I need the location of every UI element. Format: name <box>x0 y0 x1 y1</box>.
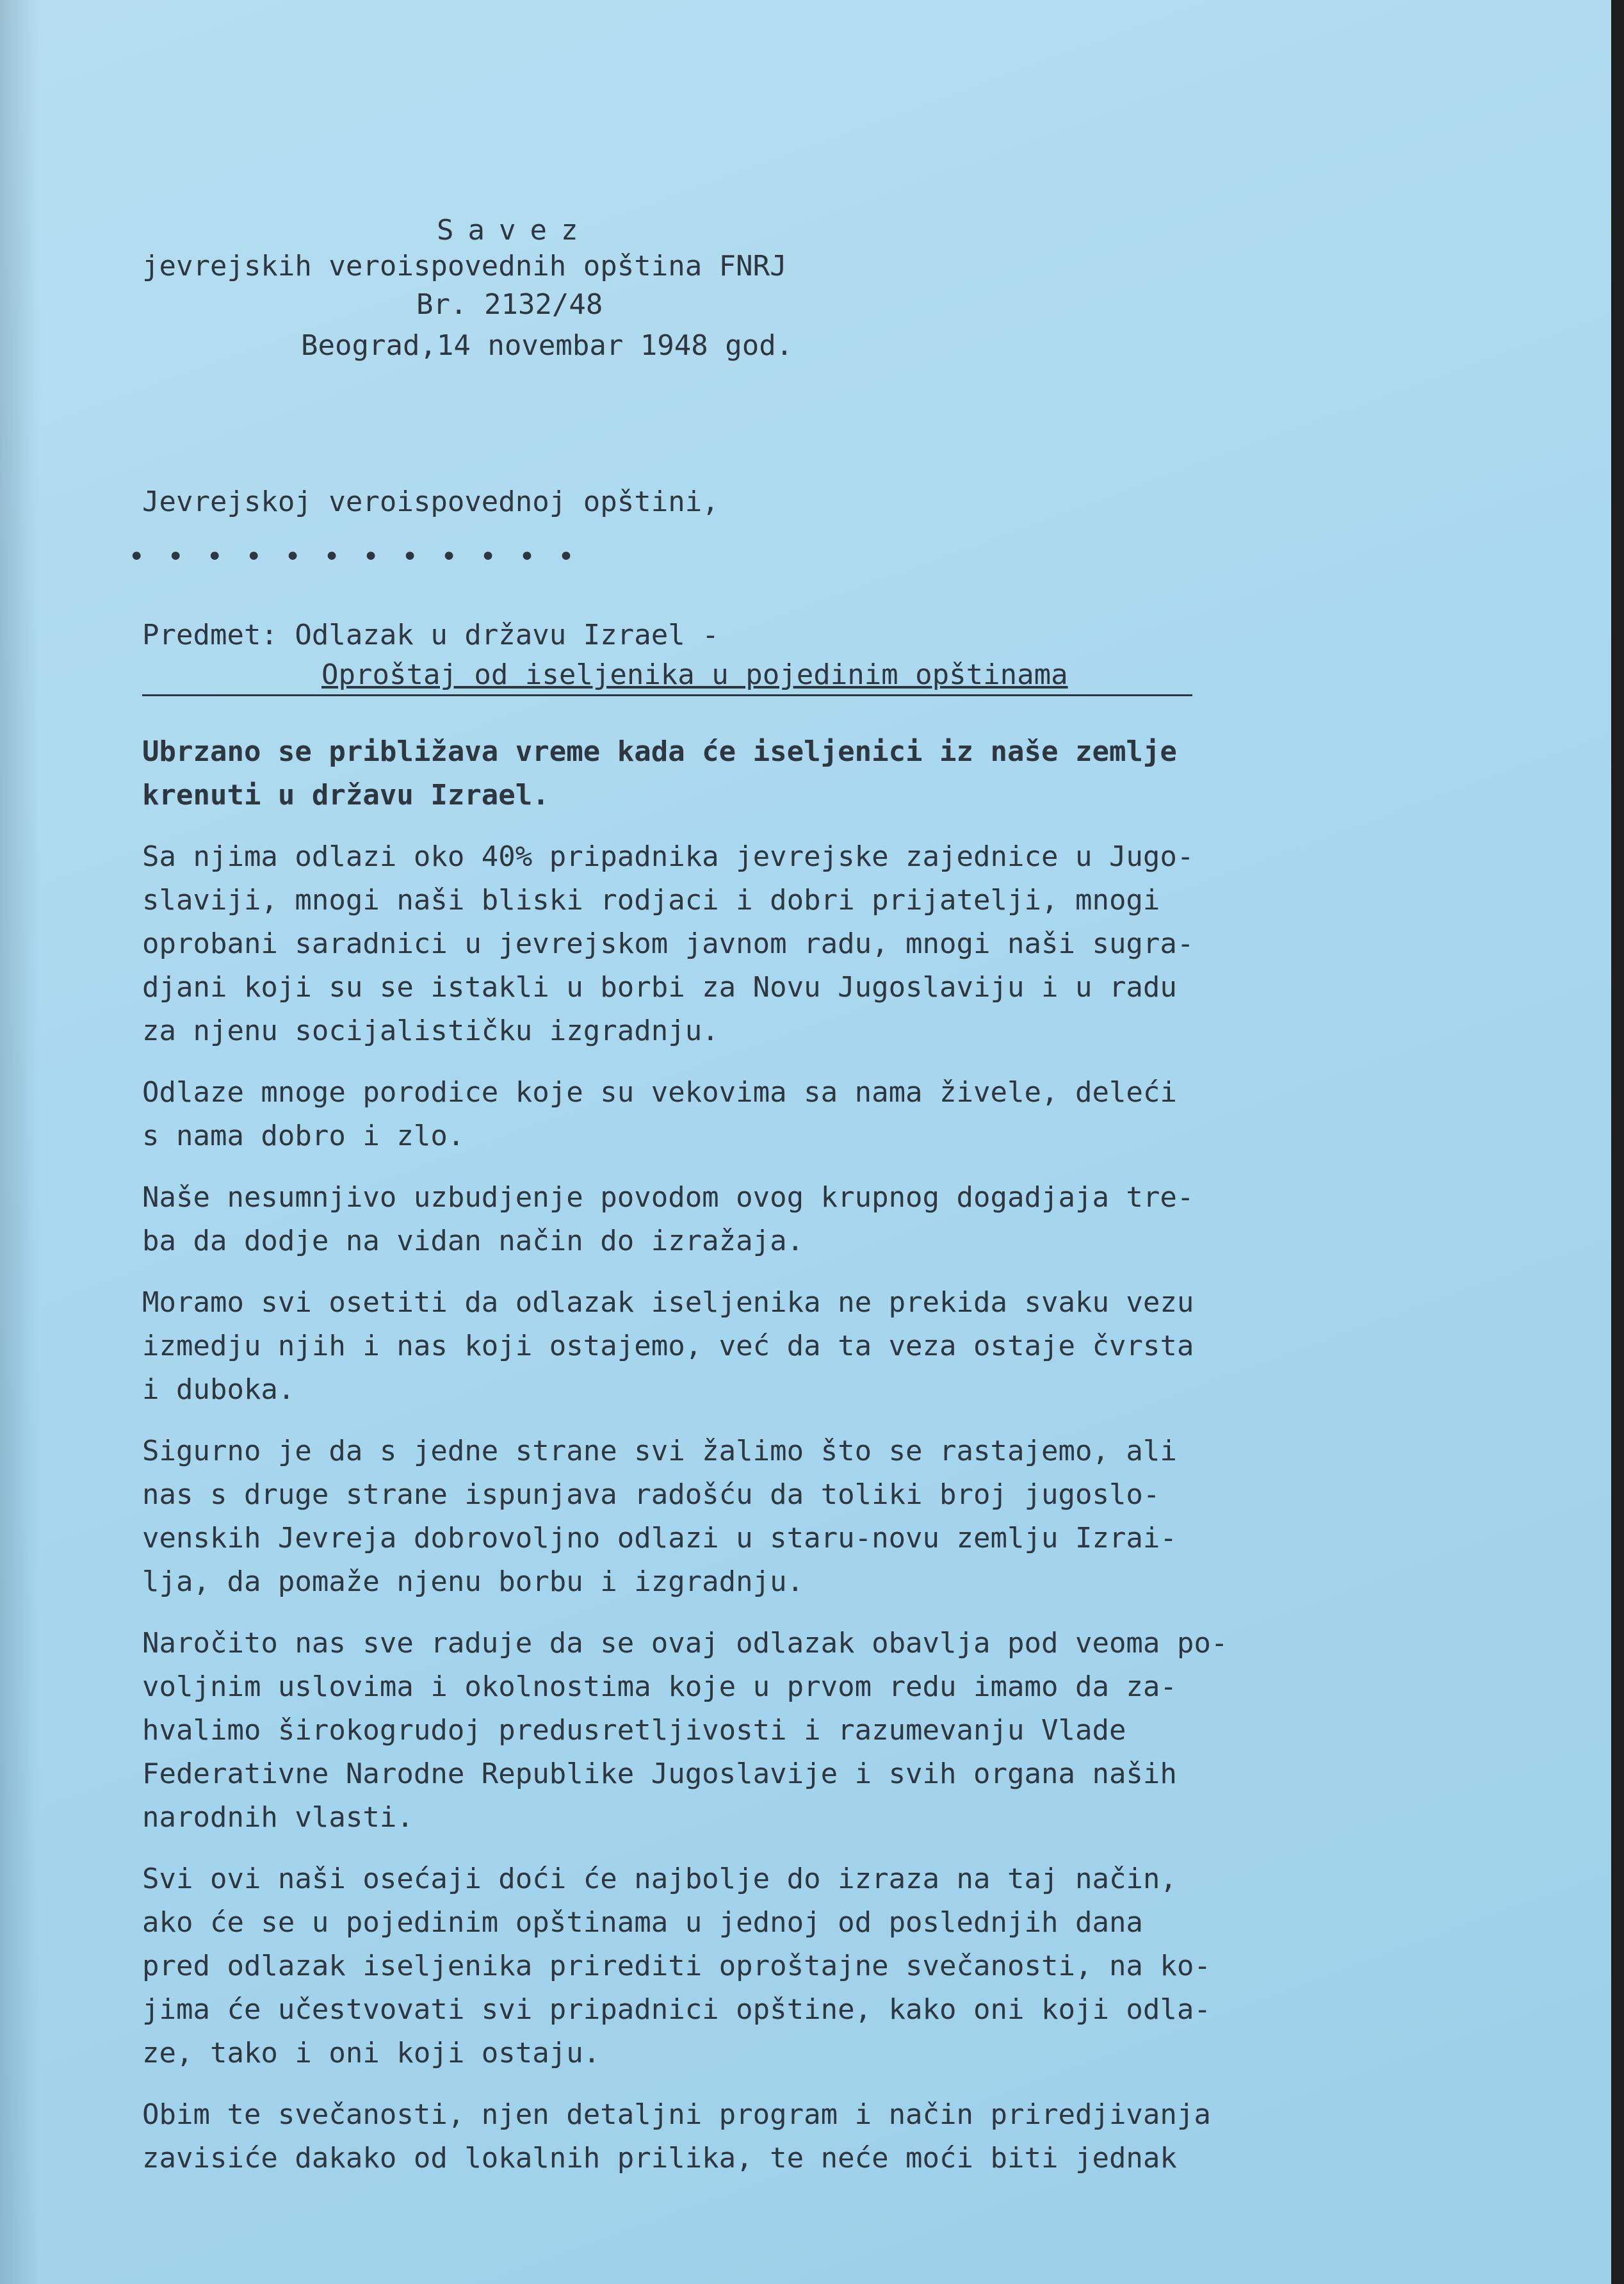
place-and-date: Beograd,14 novembar 1948 god. <box>301 329 793 362</box>
paragraph-3: Odlaze mnoge porodice koje su vekovima sa nama živele, deleći s nama dobro i zlo. <box>142 1076 1177 1152</box>
paragraph-9: Obim te svečanosti, njen detaljni program i način priredjivanja zavisiće dakako od lokalnih prilika, te neće moći biti jednak <box>142 2098 1211 2174</box>
paragraph-4: Naše nesumnjivo uzbudjenje povodom ovog krupnog dogadjaja tre- ba da dodje na vidan način do izražaja. <box>142 1181 1194 1257</box>
subject-subtitle: Oproštaj od iseljenika u pojedinim opštinama <box>321 658 1068 691</box>
paragraph-1: Ubrzano se približava vreme kada će iseljenici iz naše zemlje krenuti u državu Izrael. <box>142 735 1177 812</box>
subject-title: Odlazak u državu Izrael - <box>295 619 719 651</box>
paragraph-8: Svi ovi naši osećaji doći će najbolje do izraza na taj način, ako će se u pojedinim opštinama u jednoj od poslednjih dana pred odlazak iseljenika prirediti oproštajne svečanosti, na ko- jima će učestvovati svi pripadnici opštine, kako oni koji odla- ze, tako i oni koji ostaju. <box>142 1863 1211 2069</box>
letter-body <box>142 730 1391 2198</box>
paragraph-2: Sa njima odlazi oko 40% pripadnika jevrejske zajednice u Jugo- slaviji, mnogi naši bliski rodjaci i dobri prijatelji, mnogi oprobani saradnici u jevrejskom javnom radu, mnogi naši sugra- djani koji su se istakli u borbi za Novu Jugoslaviju i u radu za njenu socijalističku izgradnju. <box>142 840 1194 1047</box>
organization-name-line2: jevrejskih veroispovednih opština FNRJ <box>142 250 787 282</box>
addressee-placeholder-dots: • • • • • • • • • • • • <box>128 541 578 573</box>
subject-line-2 <box>142 658 1192 696</box>
reference-number: Br. 2132/48 <box>416 288 603 321</box>
subject-line <box>142 619 719 652</box>
subject-label: Predmet: <box>142 619 278 651</box>
paragraph-7: Naročito nas sve raduje da se ovaj odlazak obavlja pod veoma po- voljnim uslovima i okolnostima koje u prvom redu imamo da za- hvalimo širokogrudoj predusretljivosti i razumevanju Vlade Federativne Narodne Republike Jugoslavije i svih organa naših narodnih vlasti. <box>142 1627 1228 1834</box>
page-edge-shadow <box>0 0 38 2284</box>
paragraph-6: Sigurno je da s jedne strane svi žalimo što se rastajemo, ali nas s druge strane ispunjava radošću da toliki broj jugoslo- venskih Jevreja dobrovoljno odlazi u staru-novu zemlju Izrai- lja, da pomaže njenu borbu i izgradnju. <box>142 1435 1177 1598</box>
addressee: Jevrejskoj veroispovednoj opštini, <box>142 485 719 518</box>
paragraph-5: Moramo svi osetiti da odlazak iseljenika ne prekida svaku vezu izmedju njih i nas koji ostajemo, već da ta veza ostaje čvrsta i duboka. <box>142 1286 1194 1406</box>
organization-name-line1: Savez <box>437 214 592 247</box>
